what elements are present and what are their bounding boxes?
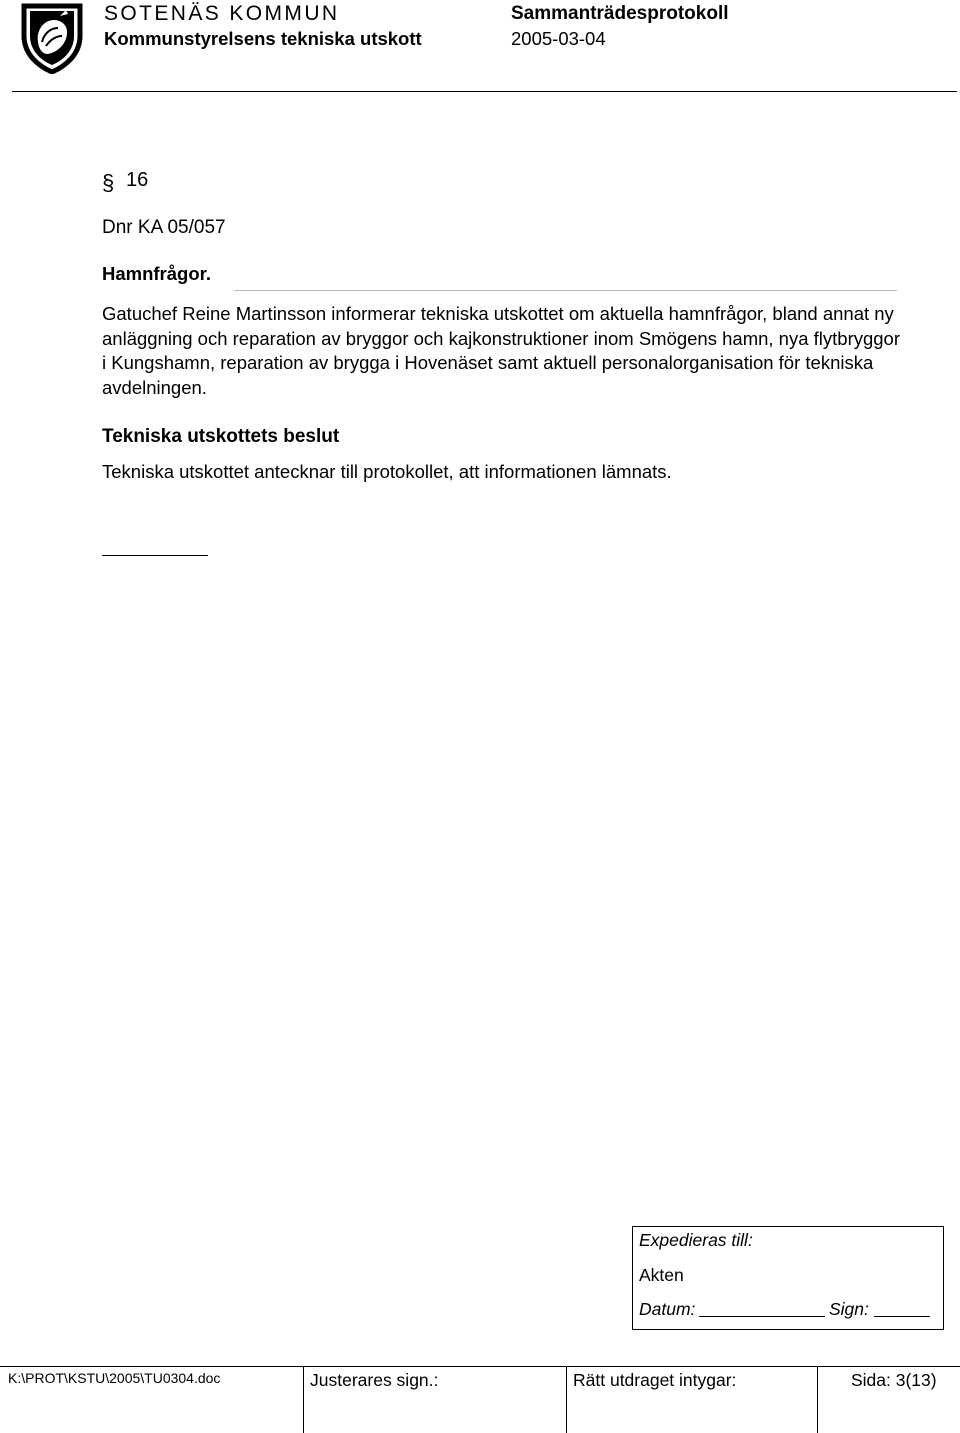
footer-column-divider [303, 1366, 304, 1433]
decision-text: Tekniska utskottet antecknar till protokollet, att informationen lämnats. [102, 461, 672, 482]
expedition-recipient: Akten [639, 1265, 684, 1285]
coat-of-arms-icon [20, 2, 84, 74]
footer-divider [0, 1366, 960, 1367]
header-divider [12, 91, 957, 92]
document-type: Sammanträdesprotokoll [511, 3, 729, 24]
decision-heading: Tekniska utskottets beslut [102, 426, 340, 447]
footer-page-number: Sida: 3(13) [851, 1370, 937, 1390]
committee-name: Kommunstyrelsens tekniska utskott [104, 28, 422, 49]
paragraph-symbol: § [102, 170, 115, 195]
footer-justerares-sign: Justerares sign.: [310, 1370, 439, 1390]
sign-field-line [874, 1316, 930, 1317]
case-title: Hamnfrågor. [102, 263, 211, 284]
section-end-rule [102, 555, 208, 556]
footer-column-divider [566, 1366, 567, 1433]
paragraph-number: 16 [126, 169, 149, 191]
footer-file-path: K:\PROT\KSTU\2005\TU0304.doc [8, 1370, 221, 1386]
meeting-date: 2005-03-04 [511, 28, 606, 49]
title-underline [234, 290, 897, 291]
organization-name: SOTENÄS KOMMUN [104, 2, 340, 25]
expedition-label: Expedieras till: [639, 1230, 753, 1250]
case-body-text: Gatuchef Reine Martinsson informerar tekniska utskottet om aktuella hamnfrågor, bland annat ny anläggning och reparation av bryggor och kajkonstruktioner inom Smögens hamn, nya flytbryggor i Kungshamn, reparation av brygga i Hovenäset samt aktuell personalorganisation för tekniska avdelningen. [102, 303, 901, 398]
datum-field-line [699, 1316, 825, 1317]
datum-label: Datum: [639, 1299, 696, 1319]
diary-number: Dnr KA 05/057 [102, 217, 226, 238]
footer-ratt-utdraget: Rätt utdraget intygar: [573, 1370, 737, 1390]
footer-column-divider [817, 1366, 818, 1433]
sign-label: Sign: [829, 1299, 869, 1319]
